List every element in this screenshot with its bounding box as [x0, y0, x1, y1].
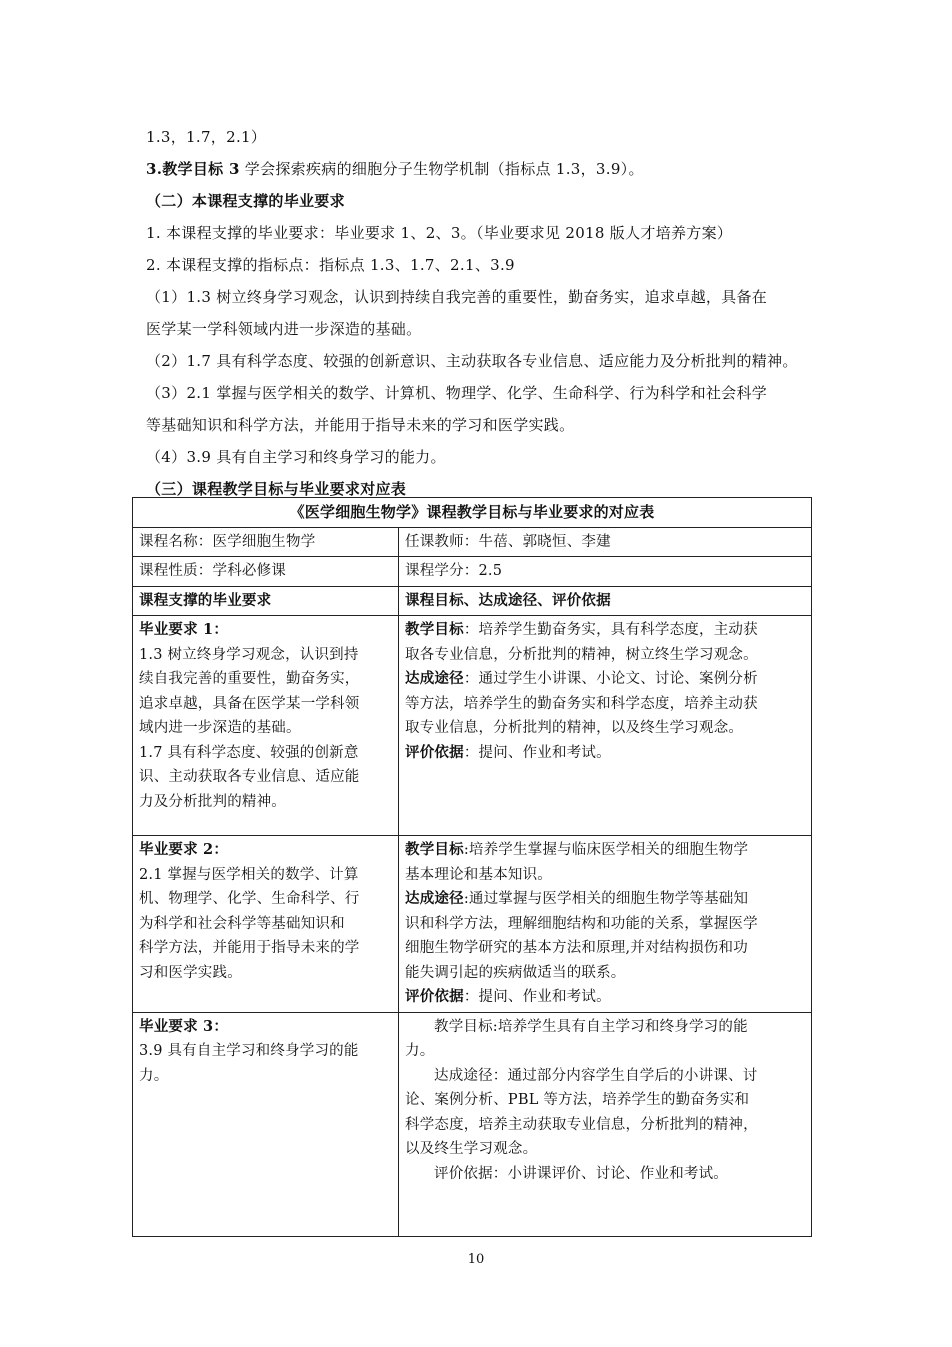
course-credits: 课程学分：2.5	[399, 557, 812, 587]
requirement-cell	[133, 616, 399, 836]
path-line: 论、案例分析、PBL 等方法，培养学生的勤奋务实和	[405, 1092, 750, 1108]
requirement-title: 毕业要求 1：	[139, 621, 229, 638]
eval-line	[405, 985, 805, 1010]
goal-cell	[399, 1012, 812, 1236]
section-heading-2: （二）本课程支撑的毕业要求	[146, 192, 345, 210]
requirement-title: 毕业要求 3：	[139, 1017, 229, 1035]
requirement-line: 1.7 具有科学态度、较强的创新意	[139, 744, 359, 761]
paragraph: 1. 本课程支撑的毕业要求：毕业要求 1、2、3。（毕业要求见 2018 版人才培养方案）	[146, 224, 733, 242]
course-name: 课程名称：医学细胞生物学	[133, 527, 399, 557]
path-text: :通过掌握与医学相关的细胞生物学等基础知	[463, 891, 749, 907]
eval-line: 评价依据：小讲课评价、讨论、作业和考试。	[434, 1165, 728, 1182]
path-line: 等方法，培养学生的勤奋务实和科学态度，培养主动获	[405, 695, 758, 712]
requirement-title: 毕业要求 2：	[139, 841, 229, 858]
path-line: 以及终生学习观念。	[405, 1141, 538, 1157]
requirement-line: 识、主动获取各专业信息、适应能	[139, 769, 360, 785]
path-text: ：通过学生小讲课、小论文、讨论、案例分析	[463, 671, 758, 687]
table-row	[133, 836, 812, 1013]
course-nature: 课程性质：学科必修课	[133, 557, 399, 587]
requirement-line: 机、物理学、化学、生命科学、行	[139, 891, 360, 907]
paragraph: （1）1.3 树立终身学习观念，认识到持续自我完善的重要性，勤奋务实，追求卓越，具备在	[146, 288, 768, 306]
goal-label: 教学目标	[405, 841, 464, 858]
path-line: 科学态度，培养主动获取专业信息，分析批判的精神，	[405, 1116, 758, 1133]
goal-line: 取各专业信息，分析批判的精神，树立终生学习观念。	[405, 646, 758, 663]
goal-text: :培养学生掌握与临床医学相关的细胞生物学	[463, 842, 749, 858]
goal-line: 基本理论和基本知识。	[405, 866, 552, 883]
goal-line	[405, 618, 805, 643]
path-label: 达成途径	[405, 670, 464, 687]
table-row	[133, 616, 812, 836]
col-header-requirements: 课程支撑的毕业要求	[133, 586, 399, 616]
eval-label: 评价依据	[405, 988, 464, 1005]
goal-3-text: 学会探索疾病的细胞分子生物学机制（指标点 1.3，3.9）。	[239, 160, 644, 178]
requirement-line: 3.9 具有自主学习和终身学习的能	[139, 1043, 359, 1059]
requirement-line: 续自我完善的重要性，勤奋务实，	[139, 671, 360, 687]
table-title: 《医学细胞生物学》课程教学目标与毕业要求的对应表	[133, 498, 812, 528]
requirements-table	[132, 497, 812, 1237]
goal-line	[405, 838, 805, 863]
eval-text: ：提问、作业和考试。	[463, 989, 611, 1005]
goal-line: 力。	[405, 1043, 435, 1059]
goal-line: 教学目标:培养学生具有自主学习和终身学习的能	[434, 1018, 748, 1035]
requirement-line: 追求卓越，具备在医学某一学科领	[139, 695, 360, 712]
goal-label: 教学目标	[405, 621, 464, 638]
requirement-line: 力。	[139, 1067, 169, 1084]
path-line: 识和科学方法，理解细胞结构和功能的关系，掌握医学	[405, 915, 758, 932]
requirement-line: 为科学和社会科学等基础知识和	[139, 915, 345, 932]
col-header-goals: 课程目标、达成途径、评价依据	[399, 586, 812, 616]
paragraph: 等基础知识和科学方法，并能用于指导未来的学习和医学实践。	[146, 416, 575, 434]
table-row	[133, 1012, 812, 1236]
teachers: 任课教师：牛蓓、郭晓恒、李建	[399, 527, 812, 557]
requirement-line: 力及分析批判的精神。	[139, 793, 286, 810]
text-line: 1.3，1.7，2.1）	[146, 128, 267, 146]
section-heading-3: （三）课程教学目标与毕业要求对应表	[146, 480, 407, 498]
path-line: 细胞生物学研究的基本方法和原理,并对结构损伤和功	[405, 940, 748, 956]
requirement-line: 域内进一步深造的基础。	[139, 720, 301, 736]
eval-line	[405, 741, 805, 766]
paragraph: 2. 本课程支撑的指标点：指标点 1.3、1.7、2.1、3.9	[146, 256, 515, 274]
paragraph: （2）1.7 具有科学态度、较强的创新意识、主动获取各专业信息、适应能力及分析批判的精神。	[146, 352, 798, 370]
path-label: 达成途径	[405, 890, 464, 907]
requirement-cell	[133, 836, 399, 1013]
eval-text: ：提问、作业和考试。	[463, 744, 611, 761]
paragraph: （4）3.9 具有自主学习和终身学习的能力。	[146, 448, 446, 466]
teaching-goal-3	[146, 158, 644, 179]
requirement-line: 2.1 掌握与医学相关的数学、计算	[139, 866, 359, 883]
goal-cell	[399, 836, 812, 1013]
requirement-line: 1.3 树立终身学习观念，认识到持	[139, 646, 359, 663]
paragraph: 医学某一学科领域内进一步深造的基础。	[146, 320, 422, 338]
goal-cell	[399, 616, 812, 836]
eval-label: 评价依据	[405, 743, 464, 761]
path-line: 能失调引起的疾病做适当的联系。	[405, 964, 626, 981]
requirement-cell	[133, 1012, 399, 1236]
path-line: 取专业信息，分析批判的精神，以及终生学习观念。	[405, 720, 744, 736]
requirement-line: 习和医学实践。	[139, 964, 242, 981]
path-line: 达成途径：通过部分内容学生自学后的小讲课、讨	[434, 1067, 758, 1084]
requirement-line: 科学方法，并能用于指导未来的学	[139, 940, 360, 956]
goal-3-label: 3.教学目标 3	[146, 160, 240, 178]
page-number: 10	[467, 1252, 485, 1267]
path-line	[405, 667, 805, 692]
paragraph: （3）2.1 掌握与医学相关的数学、计算机、物理学、化学、生命科学、行为科学和社会科学	[146, 384, 768, 402]
goal-text: ：培养学生勤奋务实，具有科学态度，主动获	[463, 622, 758, 638]
path-line	[405, 887, 805, 912]
